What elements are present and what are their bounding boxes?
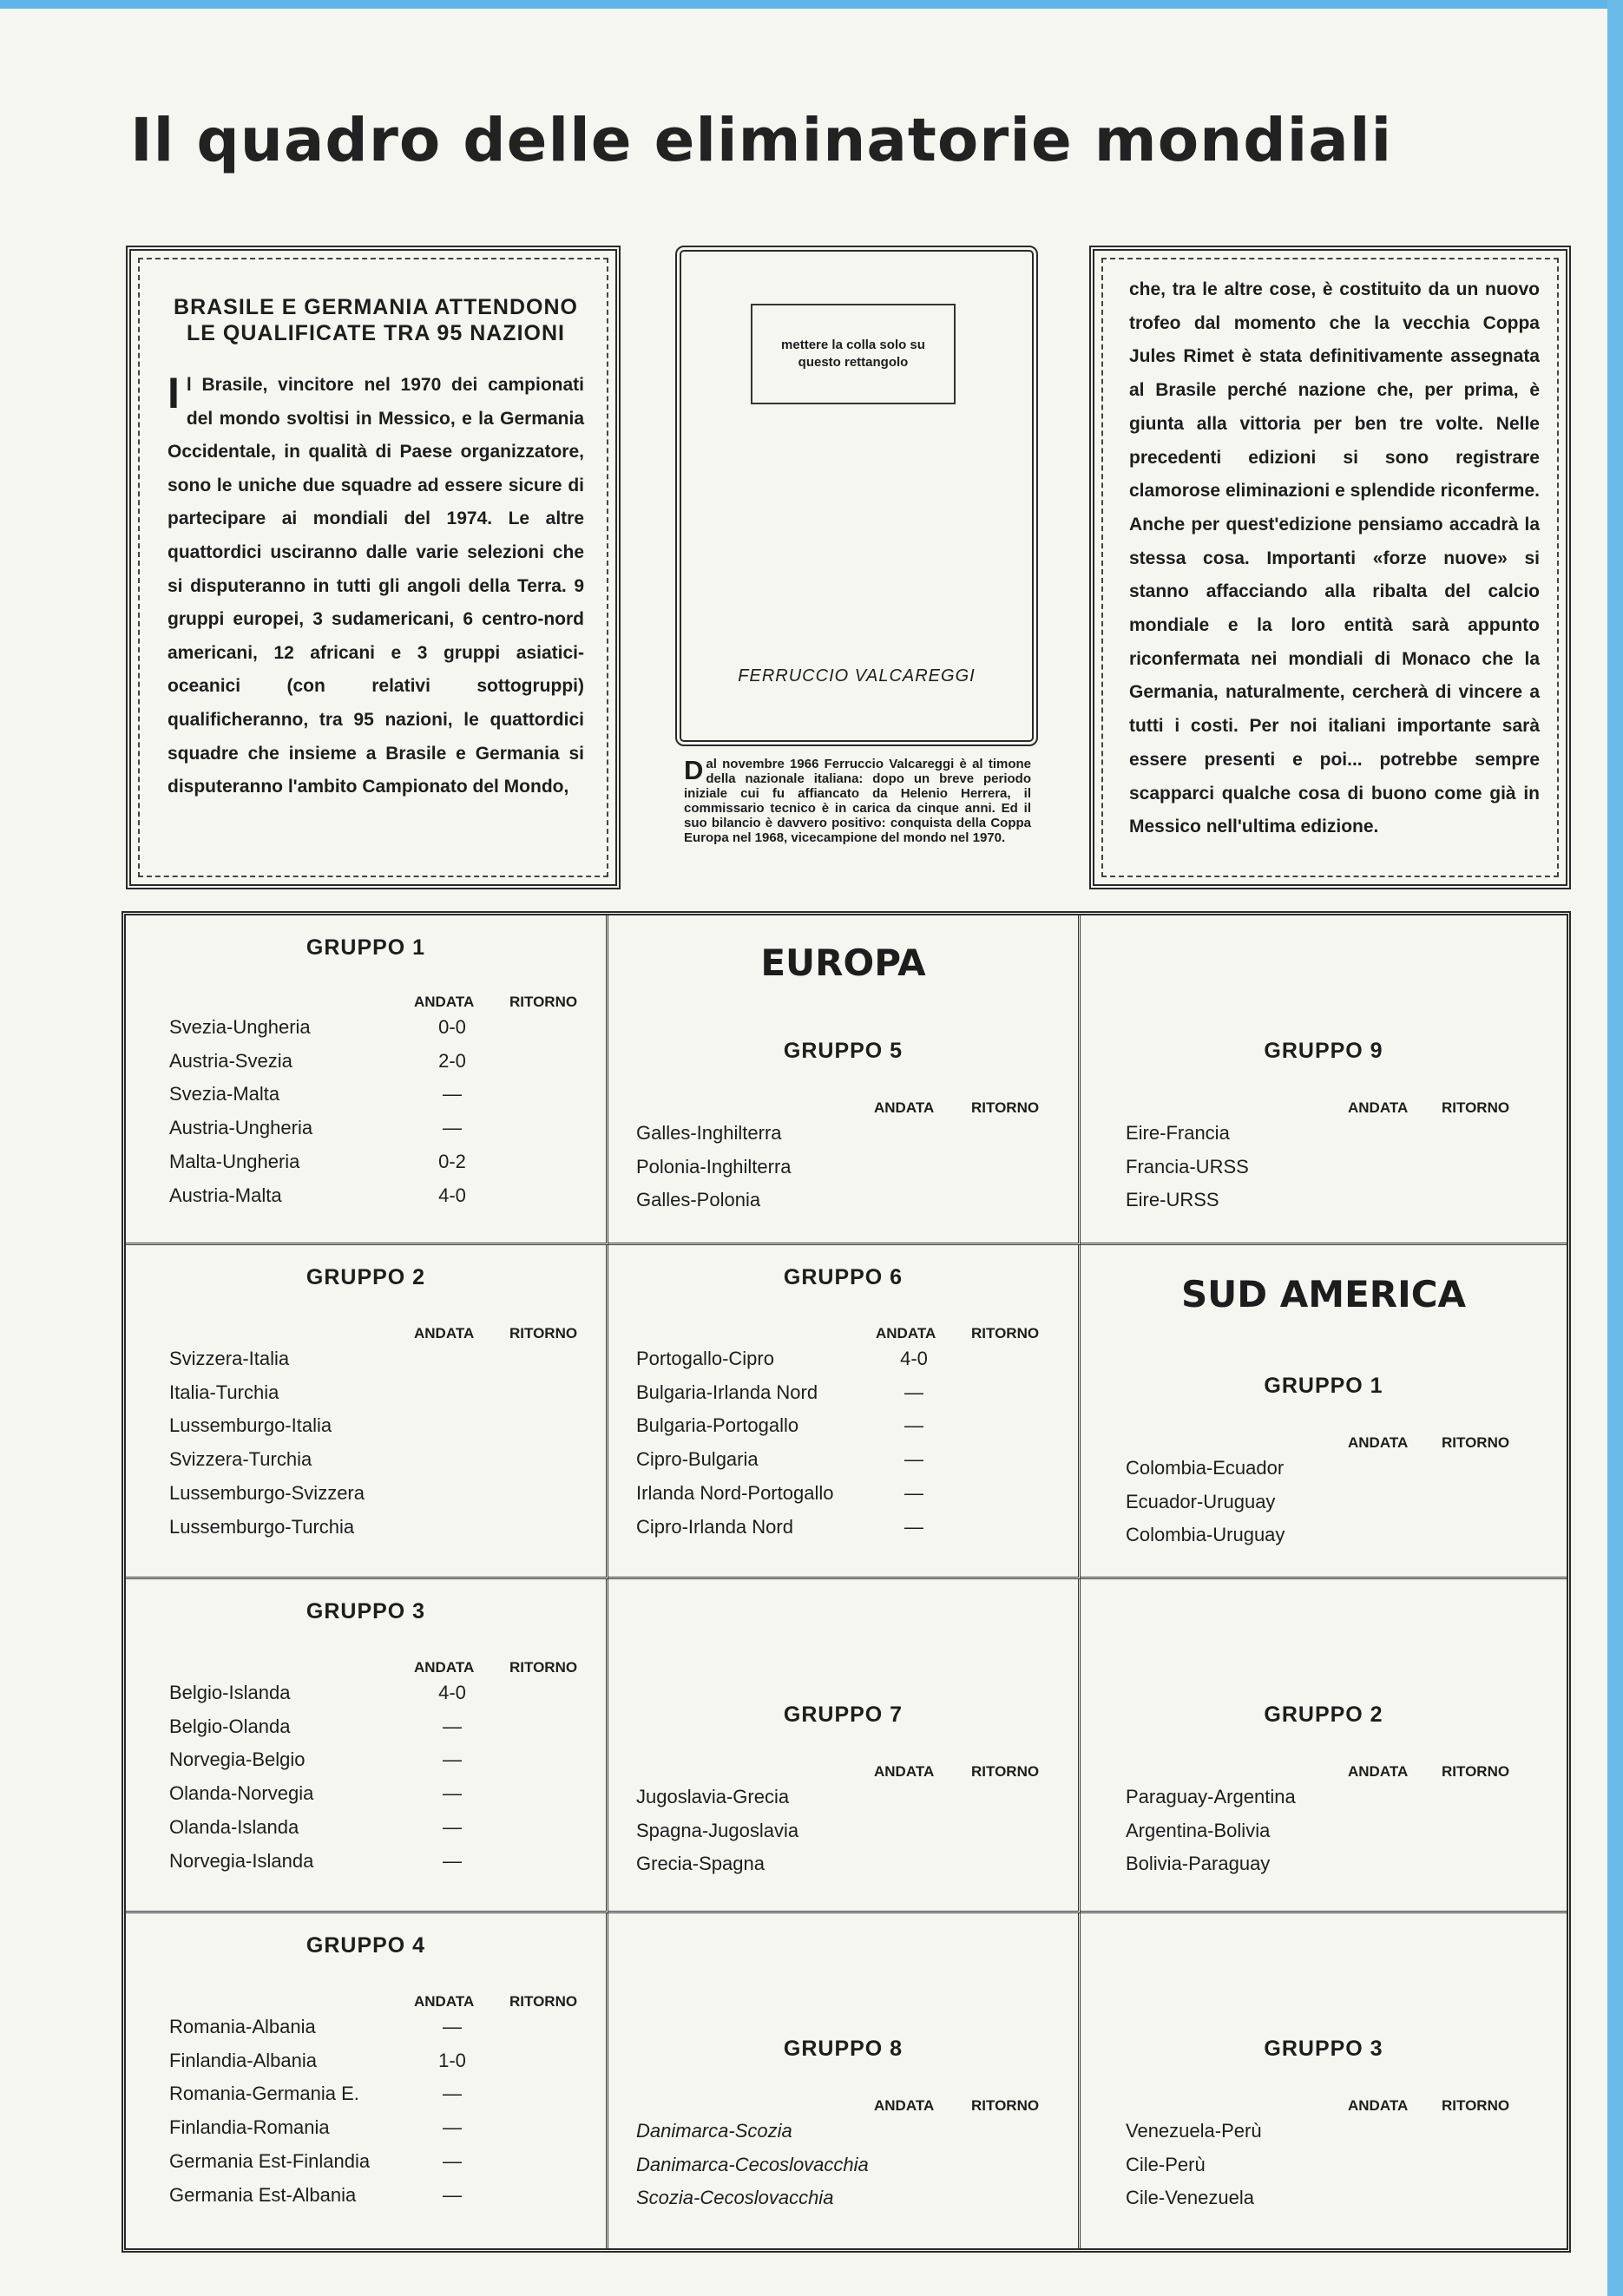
ritorno-header: RITORNO xyxy=(971,1099,1040,1116)
andata-header: ANDATA xyxy=(414,1325,475,1342)
match-name: Austria-Svezia xyxy=(169,1049,292,1072)
group-title: GRUPPO 3 xyxy=(1264,2037,1383,2061)
article-left-box xyxy=(126,246,621,889)
match-score: 4-0 xyxy=(438,1184,466,1206)
match-name: Lussemburgo-Svizzera xyxy=(169,1481,365,1504)
match-name: Bulgaria-Irlanda Nord xyxy=(636,1381,818,1403)
match-name: Danimarca-Cecoslovacchia xyxy=(636,2153,869,2175)
andata-header: ANDATA xyxy=(1348,1434,1409,1451)
ritorno-header: RITORNO xyxy=(1442,1434,1510,1451)
andata-header: ANDATA xyxy=(876,1325,936,1342)
match-name: Cile-Venezuela xyxy=(1126,2187,1254,2209)
match-name: Bolivia-Paraguay xyxy=(1126,1853,1271,1875)
match-score: 2-0 xyxy=(438,1049,466,1072)
match-name: Belgio-Olanda xyxy=(169,1715,291,1737)
portrait-name: FERRUCCIO VALCAREGGI xyxy=(738,666,976,686)
andata-header: ANDATA xyxy=(1348,1099,1409,1116)
region-title: SUD AMERICA xyxy=(1180,1273,1467,1315)
match-name: Olanda-Islanda xyxy=(169,1815,299,1838)
match-name: Cipro-Irlanda Nord xyxy=(636,1515,793,1538)
group-cell xyxy=(126,1245,608,1579)
match-name: Finlandia-Albania xyxy=(169,2049,317,2071)
match-name: Spagna-Jugoslavia xyxy=(636,1819,799,1841)
match-name: Colombia-Uruguay xyxy=(1126,1524,1285,1546)
match-name: Grecia-Spagna xyxy=(636,1853,765,1875)
group-title: GRUPPO 5 xyxy=(783,1039,903,1063)
match-name: Cipro-Bulgaria xyxy=(636,1448,759,1471)
ritorno-header: RITORNO xyxy=(971,2097,1040,2114)
match-score: 0-0 xyxy=(438,1016,466,1038)
article-right-text: che, tra le altre cose, è costituito da un nuovo trofeo dal momento che la vecchia Coppa Jules Rimet è stata definitivamente assegnata al Brasile perché nazione che, per prima, è giunta alla vittoria per ben tre volte. Nelle precedenti edizioni si sono registrare clamorose eliminazioni e splendide riconferme. Anche per quest'edizione pensiamo accadrà la stessa cosa. Importanti «forze nuove» si stanno affacciando alla ribalta del calcio mondiale e la loro entità sarà appunto riconfermata nei mondiali di Monaco che la Germania, naturalmente, cercherà di vincere a tutti i costi. Per noi italiani importante sarà essere presenti e poi... potrebbe sempre scapparci qualche cosa di buono come già in Messico nell'ultima edizione. xyxy=(1129,279,1540,837)
groups-table xyxy=(122,911,1571,2253)
match-name: Germania Est-Albania xyxy=(169,2183,357,2206)
page-title: Il quadro delle eliminatorie mondiali xyxy=(130,106,1393,175)
match-name: Scozia-Cecoslovacchia xyxy=(636,2187,834,2209)
match-score: — xyxy=(443,1715,462,1737)
match-name: Danimarca-Scozia xyxy=(636,2120,792,2142)
article-right-box xyxy=(1089,246,1571,889)
ritorno-header: RITORNO xyxy=(509,994,578,1010)
match-score: — xyxy=(904,1381,923,1403)
match-name: Olanda-Norvegia xyxy=(169,1782,314,1805)
match-name: Svezia-Ungheria xyxy=(169,1016,311,1038)
match-name: Colombia-Ecuador xyxy=(1126,1457,1285,1479)
glue-note: mettere la colla solo su questo rettangolo xyxy=(751,304,956,404)
match-score: 4-0 xyxy=(438,1682,466,1703)
match-score: — xyxy=(443,1117,462,1139)
match-name: Irlanda Nord-Portogallo xyxy=(636,1481,834,1504)
group-cell xyxy=(608,915,1081,1245)
match-name: Bulgaria-Portogallo xyxy=(636,1414,799,1437)
group-cell xyxy=(608,1913,1081,2248)
andata-header: ANDATA xyxy=(414,1659,475,1676)
region-title: EUROPA xyxy=(760,941,926,984)
match-name: Germania Est-Finlandia xyxy=(169,2149,371,2172)
dropcap: I xyxy=(168,369,180,417)
match-score: — xyxy=(443,1782,462,1805)
match-name: Argentina-Bolivia xyxy=(1126,1819,1271,1841)
match-name: Italia-Turchia xyxy=(169,1381,279,1403)
group-cell xyxy=(608,1245,1081,1579)
article-left-text xyxy=(168,369,584,804)
andata-header: ANDATA xyxy=(1348,1763,1409,1780)
match-name: Venezuela-Perù xyxy=(1126,2120,1262,2142)
group-cell xyxy=(608,1579,1081,1913)
caption-text: al novembre 1966 Ferruccio Valcareggi è al timone della nazionale italiana: dopo un breve periodo iniziale cui fu affiancato da Helenio Herrera, il commissario tecnico è in carica da cinque anni. Ed il suo bilancio è davvero positivo: conquista della Coppa Europa nel 1968, vicecampione del mondo nel 1970. xyxy=(684,757,1031,845)
match-score: 4-0 xyxy=(900,1348,928,1369)
match-name: Austria-Ungheria xyxy=(169,1117,313,1139)
ritorno-header: RITORNO xyxy=(1442,2097,1510,2114)
group-cell xyxy=(1081,915,1567,1245)
group-title: GRUPPO 1 xyxy=(1264,1374,1383,1398)
ritorno-header: RITORNO xyxy=(509,1325,578,1342)
portrait-caption xyxy=(684,757,1031,845)
match-score: — xyxy=(443,2183,462,2206)
match-name: Romania-Germania E. xyxy=(169,2083,359,2105)
article-headline: BRASILE E GERMANIA ATTENDONO LE QUALIFICATE TRA 95 NAZIONI xyxy=(174,295,578,345)
match-name: Finlandia-Romania xyxy=(169,2116,330,2139)
group-title: GRUPPO 7 xyxy=(783,1702,903,1727)
ritorno-header: RITORNO xyxy=(1442,1763,1510,1780)
match-name: Polonia-Inghilterra xyxy=(636,1155,792,1178)
andata-header: ANDATA xyxy=(414,994,475,1010)
group-cell xyxy=(1081,1245,1567,1579)
match-name: Francia-URSS xyxy=(1126,1155,1249,1178)
match-name: Romania-Albania xyxy=(169,2016,316,2037)
match-name: Jugoslavia-Grecia xyxy=(636,1786,790,1807)
page-edge-right xyxy=(1607,0,1623,2296)
match-name: Cile-Perù xyxy=(1126,2153,1206,2175)
match-score: — xyxy=(443,2149,462,2172)
group-title: GRUPPO 2 xyxy=(1264,1702,1383,1727)
group-title: GRUPPO 2 xyxy=(306,1265,426,1289)
match-name: Ecuador-Uruguay xyxy=(1126,1490,1276,1512)
andata-header: ANDATA xyxy=(414,1993,475,2010)
caption-dropcap: D xyxy=(684,755,704,785)
match-score: — xyxy=(443,2116,462,2139)
group-title: GRUPPO 3 xyxy=(306,1599,426,1624)
group-cell xyxy=(126,915,608,1245)
match-score: — xyxy=(904,1414,923,1437)
match-score: — xyxy=(443,1083,462,1105)
match-score: — xyxy=(443,1849,462,1872)
match-name: Portogallo-Cipro xyxy=(636,1348,774,1369)
match-score: — xyxy=(443,1748,462,1771)
ritorno-header: RITORNO xyxy=(971,1763,1040,1780)
match-name: Galles-Inghilterra xyxy=(636,1122,782,1144)
group-cell xyxy=(1081,1579,1567,1913)
group-title: GRUPPO 6 xyxy=(783,1265,903,1289)
page-edge-top xyxy=(0,0,1623,9)
portrait-frame xyxy=(675,246,1038,746)
ritorno-header: RITORNO xyxy=(509,1659,578,1676)
match-score: — xyxy=(443,2083,462,2105)
group-title: GRUPPO 1 xyxy=(306,935,426,960)
match-score: — xyxy=(904,1515,923,1538)
match-score: 1-0 xyxy=(438,2049,466,2071)
match-name: Eire-URSS xyxy=(1126,1189,1219,1211)
match-score: — xyxy=(443,2016,462,2037)
match-name: Norvegia-Belgio xyxy=(169,1748,306,1771)
match-name: Belgio-Islanda xyxy=(169,1682,291,1703)
match-name: Malta-Ungheria xyxy=(169,1150,300,1172)
ritorno-header: RITORNO xyxy=(1442,1099,1510,1116)
match-name: Galles-Polonia xyxy=(636,1189,761,1211)
match-name: Norvegia-Islanda xyxy=(169,1849,314,1872)
match-score: — xyxy=(904,1481,923,1504)
group-title: GRUPPO 4 xyxy=(306,1933,426,1958)
article-left-body: l Brasile, vincitore nel 1970 dei campionati del mondo svoltisi in Messico, e la Germania Occidentale, in qualità di Paese organizzatore, sono le uniche due squadre ad essere sicure di partecipare ai mondiali del 1974. Le altre quattordici usciranno dalle varie selezioni che si disputeranno in tutti gli angoli della Terra. 9 gruppi europei, 3 sudamericani, 6 centro-nord americani, 12 africani e 3 gruppi asiatici-oceanici (con relativi sottogruppi) qualificheranno, tra 95 nazioni, le quattordici squadre che insieme a Brasile e Germania si disputeranno l'ambito Campionato del Mondo, xyxy=(168,375,584,797)
andata-header: ANDATA xyxy=(1348,2097,1409,2114)
group-title: GRUPPO 9 xyxy=(1264,1039,1383,1063)
match-name: Lussemburgo-Turchia xyxy=(169,1515,355,1538)
andata-header: ANDATA xyxy=(874,2097,935,2114)
match-name: Svezia-Malta xyxy=(169,1083,280,1105)
andata-header: ANDATA xyxy=(874,1099,935,1116)
group-cell xyxy=(126,1913,608,2248)
match-score: — xyxy=(443,1815,462,1838)
match-name: Svizzera-Italia xyxy=(169,1348,290,1369)
andata-header: ANDATA xyxy=(874,1763,935,1780)
match-name: Paraguay-Argentina xyxy=(1126,1786,1296,1807)
ritorno-header: RITORNO xyxy=(971,1325,1040,1342)
group-title: GRUPPO 8 xyxy=(783,2037,903,2061)
match-name: Lussemburgo-Italia xyxy=(169,1414,332,1437)
ritorno-header: RITORNO xyxy=(509,1993,578,2010)
match-name: Eire-Francia xyxy=(1126,1122,1230,1144)
match-score: 0-2 xyxy=(438,1150,466,1172)
group-cell xyxy=(1081,1913,1567,2248)
match-name: Svizzera-Turchia xyxy=(169,1448,312,1471)
group-cell xyxy=(126,1579,608,1913)
match-name: Austria-Malta xyxy=(169,1184,282,1206)
match-score: — xyxy=(904,1448,923,1471)
